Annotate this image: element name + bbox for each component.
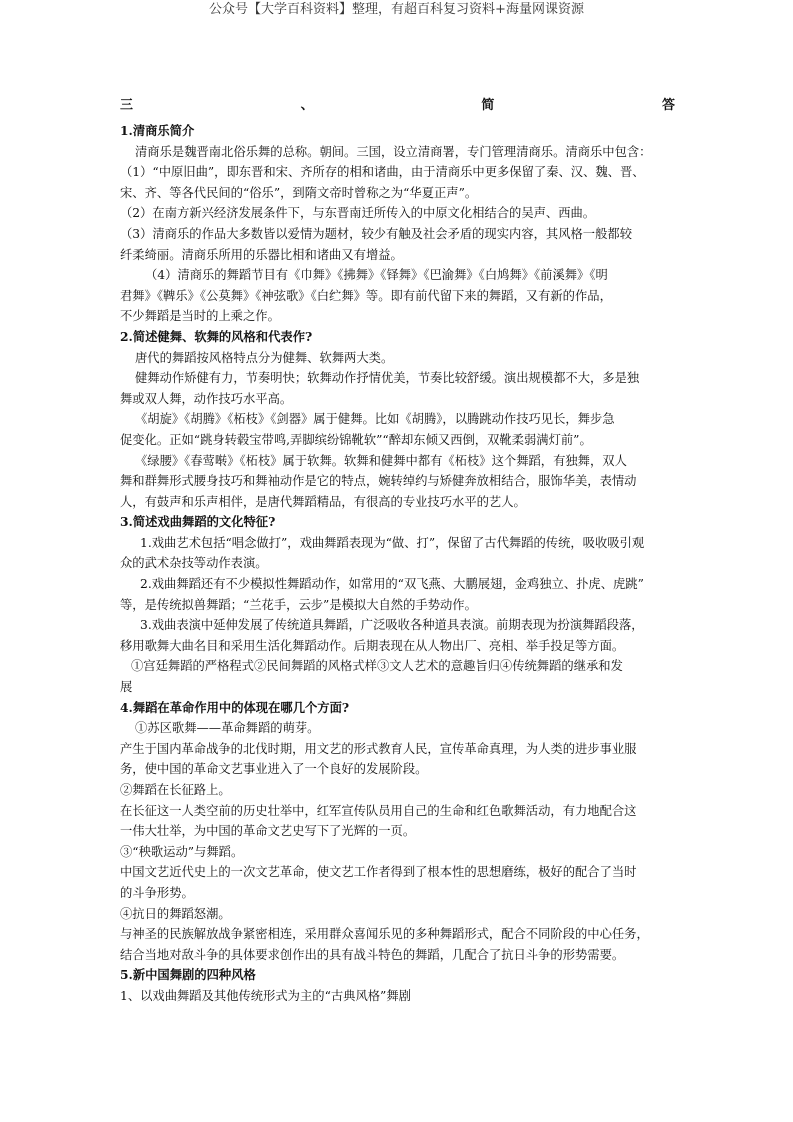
section-heading: 1.清商乐简介 <box>120 123 195 138</box>
page-header-banner: 公众号【大学百科资料】整理，有超百科复习资料+海量网课资源 <box>209 2 584 17</box>
text-line: 《胡旋》《胡腾》《柘枝》《剑器》属于健舞。比如《胡腾》，以腾跳动作技巧见长，舞步急 <box>135 412 615 427</box>
text-line: 移用歌舞大曲名目和采用生活化舞蹈动作。后期表现在从人物出厂、亮相、举手投足等方面。 <box>120 638 625 653</box>
text-line: 3.戏曲表演中延伸发展了传统道具舞蹈，广泛吸收各种道具表演。前期表现为扮演舞蹈段落， <box>140 618 644 633</box>
text-line: 宋、齐、等各代民间的“俗乐”，到隋文帝时曾称之为“华夏正声”。 <box>120 185 478 200</box>
text-line: 促变化。正如“跳身转毂宝带鸣,弄脚缤纷锦靴软”“醉却东倾又西倒，双靴柔弱满灯前”。 <box>120 432 592 447</box>
title-char: 、 <box>300 98 314 113</box>
text-line: 2.戏曲舞蹈还有不少模拟性舞蹈动作，如常用的“双飞燕、大鹏展翅，金鸡独立、扑虎、虎跳” <box>140 577 644 592</box>
text-line: ④抗日的舞蹈怒潮。 <box>120 906 231 921</box>
text-line: 务，使中国的革命文艺事业进入了一个良好的发展阶段。 <box>120 762 428 777</box>
text-line: 结合当地对敌斗争的具体要求创作出的具有战斗特色的舞蹈，几配合了抗日斗争的形势需要。 <box>120 947 625 962</box>
title-char: 简 <box>481 98 495 113</box>
text-line: 与神圣的民族解放战争紧密相连，采用群众喜闻乐见的多种舞蹈形式，配合不同阶段的中心任务， <box>120 927 649 942</box>
text-line: 不少舞蹈是当时的上乘之作。 <box>120 309 280 324</box>
text-line: 舞或双人舞，动作技巧水平高。 <box>120 391 293 406</box>
text-line: （3）清商乐的作品大多数皆以爱情为题材，较少有触及社会矛盾的现实内容，其风格一般都较 <box>120 226 632 241</box>
text-line: ②舞蹈在长征路上。 <box>120 783 231 797</box>
text-line: 《绿腰》《春莺啭》《柘枝》属于软舞。软舞和健舞中都有《柘枝》这个舞蹈，有独舞，双人 <box>135 453 627 468</box>
text-line: 舞和群舞形式腰身技巧和舞袖动作是它的特点，婉转绰约与矫健奔放相结合，服饰华美，表情动 <box>120 474 637 489</box>
text-line: ③“秧歌运动”与舞蹈。 <box>120 844 244 859</box>
text-line: 等，是传统拟兽舞蹈；“兰花手，云步”是模拟大自然的手势动作。 <box>120 597 477 612</box>
text-line: （1）“中原旧曲”，即东晋和宋、齐所存的相和诸曲，由于清商乐中更多保留了秦、汉、魏、晋、 <box>120 165 645 180</box>
text-line: 一伟大壮举，为中国的革命文艺史写下了光辉的一页。 <box>120 824 416 839</box>
section-heading: 3.简述戏曲舞蹈的文化特征? <box>120 514 276 530</box>
text-line: （2）在南方新兴经济发展条件下，与东晋南迁所传入的中原文化相结合的吴声、西曲。 <box>120 206 596 221</box>
text-line: （4）清商乐的舞蹈节目有《巾舞》《拂舞》《铎舞》《巴渝舞》《白鸠舞》《前溪舞》《明 <box>145 268 608 283</box>
section-title <box>120 94 675 112</box>
text-line: ①苏区歌舞——革命舞蹈的萌芽。 <box>135 721 320 736</box>
text-line: ①宫廷舞蹈的严格程式②民间舞蹈的风格式样③文人艺术的意趣旨归④传统舞蹈的继承和发 <box>131 659 623 674</box>
text-line: 唐代的舞蹈按风格特点分为健舞、软舞两大类。 <box>135 350 394 365</box>
section-heading: 5.新中国舞剧的四种风格 <box>120 967 256 983</box>
text-line: 健舞动作矫健有力，节奏明快；软舞动作抒情优美，节奏比较舒缓。演出规模都不大，多是独 <box>135 371 640 386</box>
text-line: 的斗争形势。 <box>120 885 194 900</box>
text-line: 纤柔绮丽。清商乐所用的乐器比相和诸曲又有增益。 <box>120 247 403 262</box>
text-line: 中国文艺近代史上的一次文艺革命，使文艺工作者得到了根本性的思想磨练，极好的配合了当时 <box>120 865 637 880</box>
text-line: 1.戏曲艺术包括“唱念做打”，戏曲舞蹈表现为“做、打”，保留了古代舞蹈的传统，吸收吸引观 <box>140 535 645 550</box>
text-line: 众的武术杂技等动作表演。 <box>120 556 268 571</box>
text-line: 展 <box>120 680 133 695</box>
text-line: 清商乐是魏晋南北俗乐舞的总称。朝间。三国，设立清商署，专门管理清商乐。清商乐中包含： <box>135 144 652 159</box>
title-char: 三 <box>120 98 134 113</box>
section-heading: 4.舞蹈在革命作用中的体现在哪几个方面? <box>120 699 350 715</box>
text-line: 君舞》《鞞乐》《公莫舞》《神弦歌》《白纻舞》等。即有前代留下来的舞蹈，又有新的作品， <box>120 288 612 303</box>
text-line: 在长征这一人类空前的历史壮举中，红军宣传队员用自己的生命和红色歌舞活动，有力地配合这 <box>120 803 637 818</box>
title-char: 答 <box>661 98 675 113</box>
section-heading: 2.简述健舞、软舞的风格和代表作? <box>120 328 313 344</box>
text-line: 1、以戏曲舞蹈及其他传统形式为主的“古典风格”舞剧 <box>120 988 411 1003</box>
text-line: 人，有鼓声和乐声相伴，是唐代舞蹈精品，有很高的专业技巧水平的艺人。 <box>120 494 526 509</box>
document-body <box>120 121 675 1007</box>
text-line: 产生于国内革命战争的北伐时期，用文艺的形式教育人民，宣传革命真理，为人类的进步事业服 <box>120 741 637 756</box>
